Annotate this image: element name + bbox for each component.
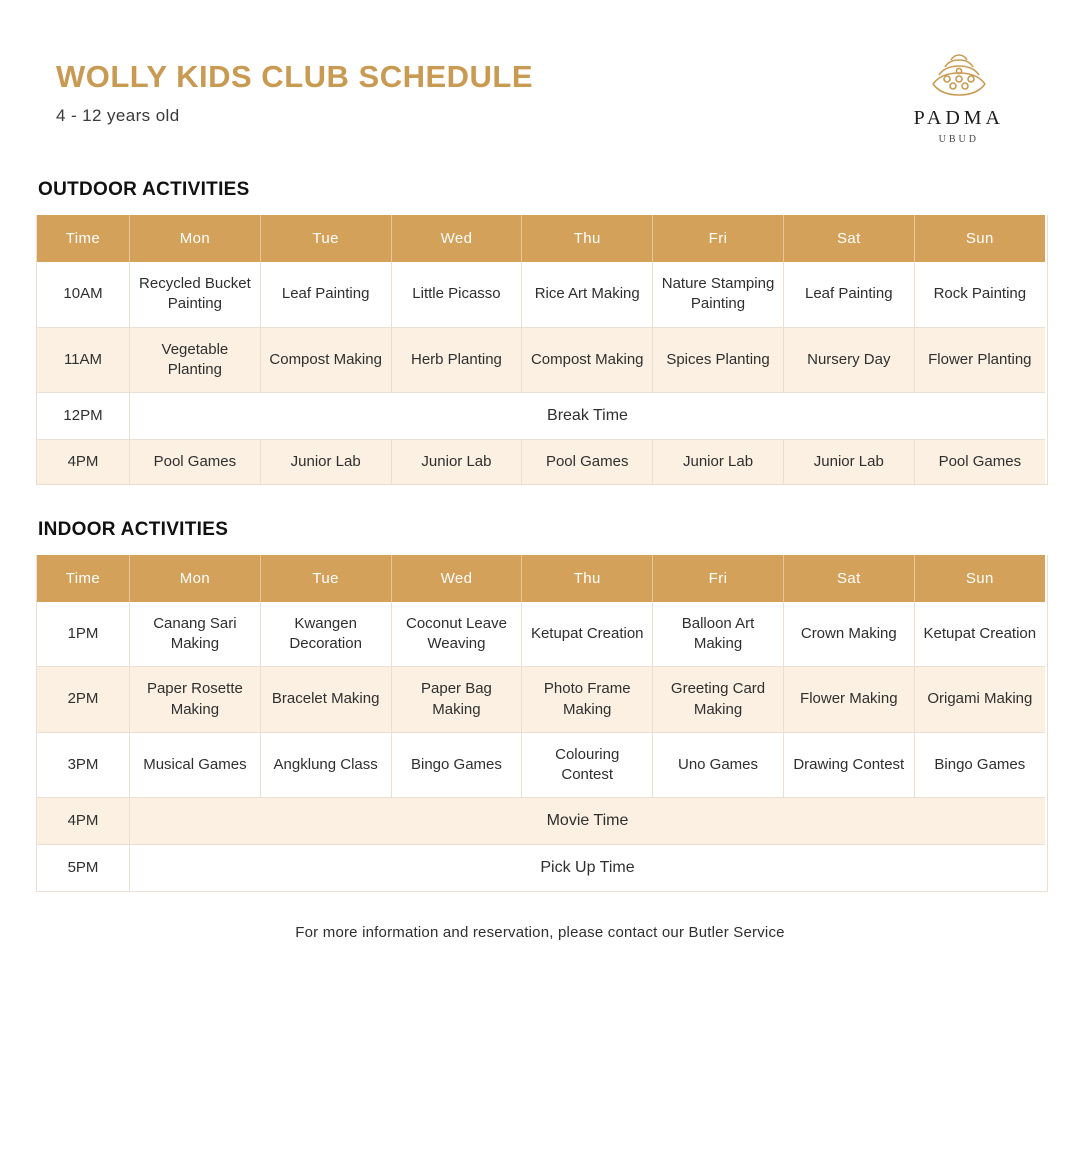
cell-activity: Greeting Card Making <box>653 667 784 733</box>
footer-note: For more information and reservation, please contact our Butler Service <box>295 923 785 941</box>
table-row <box>37 844 1045 890</box>
col-tue: Tue <box>260 215 391 262</box>
cell-activity: Ketupat Creation <box>914 602 1045 667</box>
cell-activity: Junior Lab <box>391 439 522 484</box>
row-time: 1PM <box>37 602 130 667</box>
brand-location: UBUD <box>938 134 979 145</box>
brand-logo <box>914 44 1026 145</box>
brand-name: PADMA <box>913 107 1004 129</box>
row-time: 2PM <box>37 667 130 733</box>
cell-activity: Pool Games <box>522 439 653 484</box>
cell-activity: Paper Bag Making <box>391 667 522 733</box>
col-tue: Tue <box>260 555 391 602</box>
cell-activity: Pool Games <box>130 439 261 484</box>
table-row <box>37 439 1045 484</box>
padma-lotus-icon <box>914 52 1004 101</box>
cell-activity: Canang Sari Making <box>130 602 261 667</box>
cell-activity: Bingo Games <box>391 732 522 798</box>
cell-activity: Junior Lab <box>260 439 391 484</box>
col-fri: Fri <box>653 555 784 602</box>
page-title: WOLLY KIDS CLUB SCHEDULE <box>56 59 534 94</box>
col-mon: Mon <box>130 555 261 602</box>
cell-activity: Flower Making <box>783 667 914 733</box>
cell-activity: Flower Planting <box>914 327 1045 393</box>
outdoor-table-wrap <box>36 215 1048 485</box>
cell-activity: Kwangen Decoration <box>260 602 391 667</box>
cell-activity: Uno Games <box>653 732 784 798</box>
table-row <box>37 327 1045 393</box>
col-time: Time <box>37 215 130 262</box>
cell-activity: Compost Making <box>260 327 391 393</box>
table-row <box>37 798 1045 845</box>
title-block <box>56 44 533 126</box>
cell-activity: Compost Making <box>522 327 653 393</box>
indoor-table-wrap <box>36 555 1048 892</box>
section-title-indoor: INDOOR ACTIVITIES <box>38 518 229 540</box>
col-wed: Wed <box>391 215 522 262</box>
cell-activity: Colouring Contest <box>522 732 653 798</box>
section-indoor <box>36 519 1044 892</box>
col-mon: Mon <box>130 215 261 262</box>
row-time: 5PM <box>37 844 130 890</box>
table-row <box>37 667 1045 733</box>
row-time: 11AM <box>37 327 130 393</box>
page-header <box>36 44 1044 145</box>
cell-activity: Leaf Painting <box>260 262 391 327</box>
row-time: 3PM <box>37 732 130 798</box>
cell-span-activity: Break Time <box>130 393 1046 440</box>
cell-activity: Bracelet Making <box>260 667 391 733</box>
cell-span-activity: Movie Time <box>130 798 1046 845</box>
cell-activity: Recycled Bucket Painting <box>130 262 261 327</box>
cell-activity: Nature Stamping Painting <box>653 262 784 327</box>
col-sun: Sun <box>914 215 1045 262</box>
cell-activity: Bingo Games <box>914 732 1045 798</box>
col-sat: Sat <box>783 215 914 262</box>
cell-activity: Coconut Leave Weaving <box>391 602 522 667</box>
cell-activity: Nursery Day <box>783 327 914 393</box>
cell-activity: Leaf Painting <box>783 262 914 327</box>
cell-activity: Rice Art Making <box>522 262 653 327</box>
cell-span-activity: Pick Up Time <box>130 844 1046 890</box>
cell-activity: Junior Lab <box>653 439 784 484</box>
table-row <box>37 732 1045 798</box>
outdoor-table-body <box>37 262 1045 484</box>
table-row <box>37 262 1045 327</box>
cell-activity: Pool Games <box>914 439 1045 484</box>
indoor-table-body <box>37 602 1045 891</box>
cell-activity: Crown Making <box>783 602 914 667</box>
cell-activity: Junior Lab <box>783 439 914 484</box>
col-sun: Sun <box>914 555 1045 602</box>
col-thu: Thu <box>522 215 653 262</box>
indoor-table-head <box>37 555 1045 602</box>
row-time: 12PM <box>37 393 130 440</box>
cell-activity: Spices Planting <box>653 327 784 393</box>
row-time: 4PM <box>37 798 130 845</box>
section-title-outdoor: OUTDOOR ACTIVITIES <box>38 179 250 200</box>
cell-activity: Vegetable Planting <box>130 327 261 393</box>
col-fri: Fri <box>653 215 784 262</box>
outdoor-table-head <box>37 215 1045 262</box>
table-header-row <box>37 215 1045 262</box>
cell-activity: Herb Planting <box>391 327 522 393</box>
page-subtitle: 4 - 12 years old <box>56 106 180 126</box>
cell-activity: Origami Making <box>914 667 1045 733</box>
section-outdoor <box>36 179 1044 485</box>
outdoor-schedule-table <box>37 215 1045 484</box>
cell-activity: Angklung Class <box>260 732 391 798</box>
cell-activity: Little Picasso <box>391 262 522 327</box>
row-time: 10AM <box>37 262 130 327</box>
cell-activity: Photo Frame Making <box>522 667 653 733</box>
cell-activity: Drawing Contest <box>783 732 914 798</box>
col-time: Time <box>37 555 130 602</box>
cell-activity: Musical Games <box>130 732 261 798</box>
cell-activity: Ketupat Creation <box>522 602 653 667</box>
cell-activity: Paper Rosette Making <box>130 667 261 733</box>
col-wed: Wed <box>391 555 522 602</box>
indoor-schedule-table <box>37 555 1045 891</box>
row-time: 4PM <box>37 439 130 484</box>
cell-activity: Balloon Art Making <box>653 602 784 667</box>
cell-activity: Rock Painting <box>914 262 1045 327</box>
col-thu: Thu <box>522 555 653 602</box>
table-row <box>37 393 1045 440</box>
table-header-row <box>37 555 1045 602</box>
col-sat: Sat <box>783 555 914 602</box>
table-row <box>37 602 1045 667</box>
